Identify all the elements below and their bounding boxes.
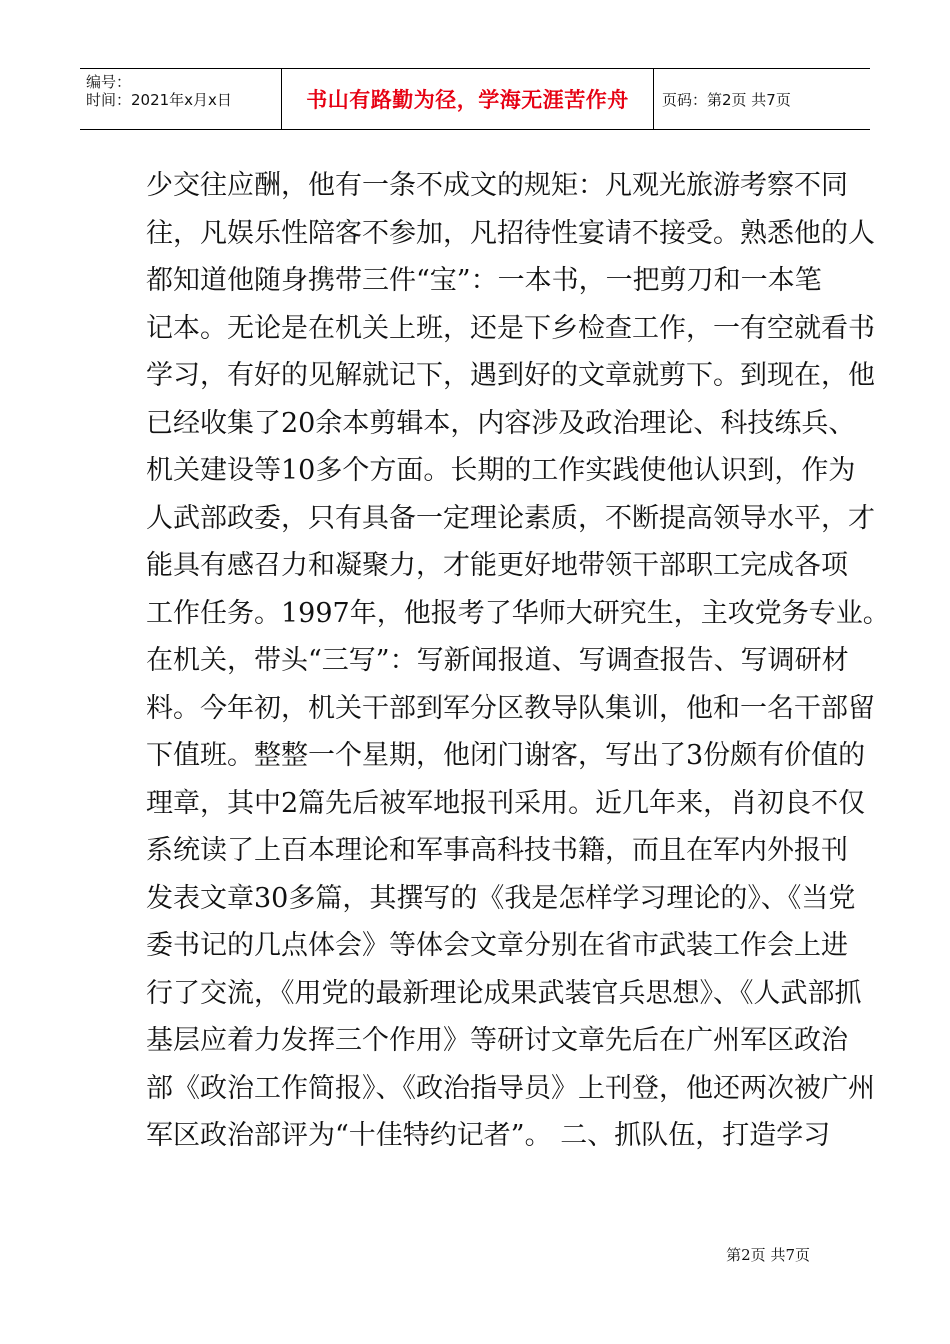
body-line: 机关建设等10多个方面。长期的工作实践使他认识到，作为 <box>146 455 856 486</box>
body-line: 发表文章30多篇，其撰写的《我是怎样学习理论的》、《当党 <box>146 882 856 914</box>
body-line: 学习，有好的见解就记下，遇到好的文章就剪下。到现在，他 <box>146 360 875 391</box>
header-meta <box>80 69 282 129</box>
body-line: 系统读了上百本理论和军事高科技书籍，而且在军内外报刊 <box>146 835 848 866</box>
body-line: 部《政治工作简报》、《政治指导员》上刊登，他还两次被广州 <box>146 1072 875 1104</box>
body-line: 行了交流，《用党的最新理论成果武装官兵思想》、《人武部抓 <box>146 977 862 1009</box>
body-line: 人武部政委，只有具备一定理论素质，不断提高领导水平，才 <box>146 502 875 534</box>
body-line: 委书记的几点体会》等体会文章分别在省市武装工作会上进 <box>146 930 848 961</box>
header-page-number: 页码：第2页 共7页 <box>662 90 791 109</box>
body-line: 在机关，带头“三写”：写新闻报道、写调查报告、写调研材 <box>146 645 849 676</box>
body-line: 基层应着力发挥三个作用》等研讨文章先后在广州军区政治 <box>146 1025 848 1056</box>
footer-page-number: 第2页 共7页 <box>726 1246 810 1264</box>
body-line: 能具有感召力和凝聚力，才能更好地带领干部职工完成各项 <box>146 550 848 581</box>
document-body <box>146 162 890 1160</box>
body-line: 记本。无论是在机关上班，还是下乡检查工作，一有空就看书 <box>146 312 875 344</box>
body-line: 往，凡娱乐性陪客不参加，凡招待性宴请不接受。熟悉他的人 <box>146 217 875 249</box>
body-line: 工作任务。1997年，他报考了华师大研究生，主攻党务专业。 <box>146 597 890 629</box>
header-motto: 书山有路勤为径，学海无涯苦作舟 <box>282 69 654 129</box>
body-line: 下值班。整整一个星期，他闭门谢客，写出了3份颇有价值的 <box>146 740 866 771</box>
body-line: 料。今年初，机关干部到军分区教导队集训，他和一名干部留 <box>146 692 875 724</box>
body-line: 少交往应酬，他有一条不成文的规矩：凡观光旅游考察不同 <box>146 170 848 201</box>
body-line: 已经收集了20余本剪辑本，内容涉及政治理论、科技练兵、 <box>146 407 856 439</box>
body-line: 军区政治部评为“十佳特约记者”。 二、抓队伍，打造学习 <box>146 1120 831 1151</box>
body-line: 都知道他随身携带三件“宝”：一本书，一把剪刀和一本笔 <box>146 265 822 296</box>
body-line: 理章，其中2篇先后被军地报刊采用。近几年来，肖初良不仅 <box>146 787 866 819</box>
page-header <box>80 68 870 130</box>
document-number-label: 编号： <box>86 73 132 91</box>
document-date-label: 时间：2021年x月x日 <box>86 91 232 109</box>
